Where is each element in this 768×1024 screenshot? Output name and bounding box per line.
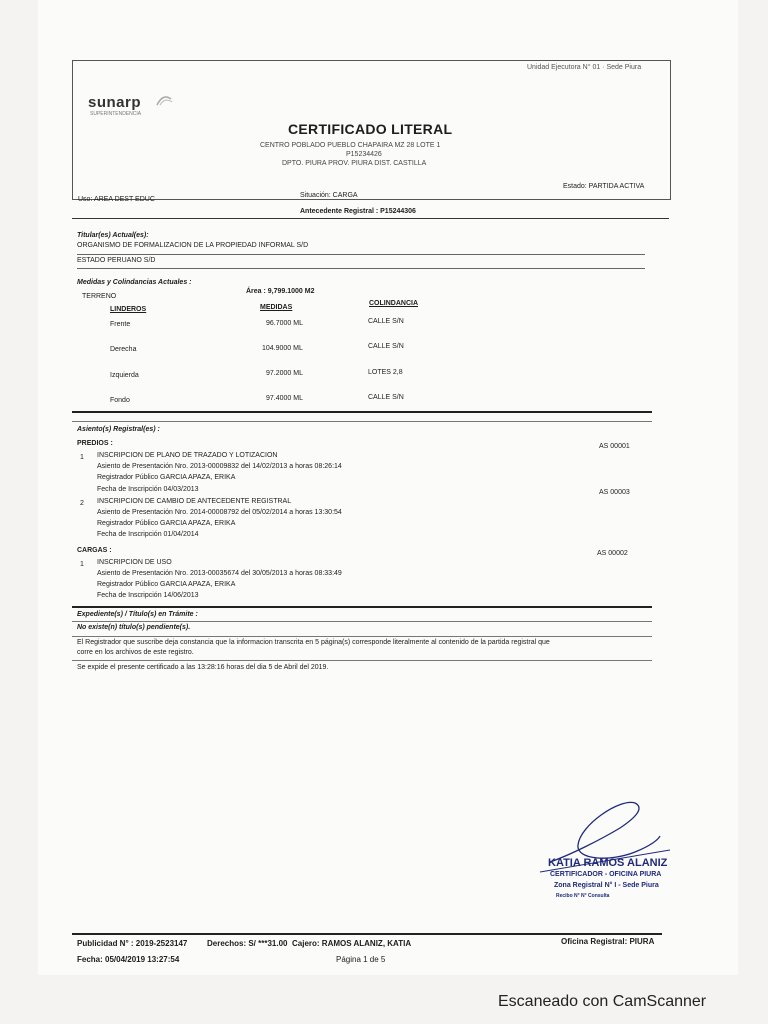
asiento-number: 1 [80, 454, 84, 461]
sunarp-logo: sunarp [88, 94, 142, 111]
divider [72, 218, 669, 219]
predios-label: PREDIOS : [77, 440, 113, 447]
asiento-title: INSCRIPCION DE PLANO DE TRAZADO Y LOTIZACION [97, 452, 278, 459]
divider [72, 621, 652, 622]
asiento-code: AS 00003 [599, 489, 630, 496]
medidas-heading: Medidas y Colindancias Actuales : [77, 279, 192, 286]
asiento-fecha: Fecha de Inscripción 01/04/2014 [97, 531, 199, 538]
titulares-heading: Titular(es) Actual(es): [77, 232, 149, 239]
asiento-number: 2 [80, 500, 84, 507]
col-colindancia: COLINDANCIA [369, 300, 418, 307]
colindancia-cell: CALLE S/N [368, 394, 404, 401]
divider [72, 411, 652, 413]
estado-label: Estado: PARTIDA ACTIVA [563, 183, 645, 190]
divider [72, 421, 652, 422]
address-line-2: P15234426 [346, 151, 382, 158]
asiento-presentacion: Asiento de Presentación Nro. 2013-00035674 del 30/05/2013 a horas 08:33:49 [97, 570, 342, 577]
oficina-registral: Oficina Registral: PIURA [561, 937, 655, 946]
divider [72, 606, 652, 608]
divider [77, 254, 645, 255]
lindero-cell: Izquierda [110, 372, 139, 379]
asiento-title: INSCRIPCION DE CAMBIO DE ANTECEDENTE REGISTRAL [97, 498, 292, 505]
stamp-extra: Recibo N° N° Consulta [556, 893, 610, 899]
asiento-code: AS 00001 [599, 443, 630, 450]
lindero-cell: Derecha [110, 346, 137, 353]
cajero-name: Cajero: RAMOS ALANIZ, KATIA [292, 939, 412, 948]
asientos-heading: Asiento(s) Registral(es) : [77, 426, 160, 433]
asiento-fecha: Fecha de Inscripción 14/06/2013 [97, 592, 199, 599]
titular-item: ESTADO PERUANO S/D [77, 257, 156, 264]
asiento-presentacion: Asiento de Presentación Nro. 2013-00009832 del 14/02/2013 a horas 08:26:14 [97, 463, 342, 470]
expediente-none: No existe(n) título(s) pendiente(s). [77, 624, 191, 631]
stamp-name: KATIA RAMOS ALANIZ [548, 857, 668, 869]
col-medidas: MEDIDAS [260, 304, 293, 311]
page-number: Página 1 de 5 [336, 955, 386, 964]
lindero-cell: Fondo [110, 397, 130, 404]
situacion-label: Situación: CARGA [300, 192, 358, 199]
asiento-code: AS 00002 [597, 550, 628, 557]
uso-label: Uso: AREA DEST EDUC [78, 196, 155, 203]
constancia-line-2: corre en los archivos de este registro. [77, 649, 194, 656]
stamp-zone: Zona Registral N° I - Sede Piura [554, 882, 659, 889]
medida-cell: 97.2000 ML [266, 370, 303, 377]
address-line-1: CENTRO POBLADO PUEBLO CHAPAIRA MZ 28 LOTE 1 [260, 142, 441, 149]
col-linderos: LINDEROS [110, 306, 147, 313]
logo-subtitle: SUPERINTENDENCIA [90, 111, 142, 117]
area-label: Área : 9,799.1000 M2 [246, 288, 315, 295]
expediente-heading: Expediente(s) / Título(s) en Trámite : [77, 611, 198, 618]
certifier-stamp [540, 855, 715, 910]
divider [72, 636, 652, 637]
colindancia-cell: CALLE S/N [368, 318, 404, 325]
expide-line: Se expide el presente certificado a las 13:28:16 horas del dia 5 de Abril del 2019. [77, 664, 329, 671]
medida-cell: 104.9000 ML [262, 345, 303, 352]
divider [77, 268, 645, 269]
divider [72, 933, 662, 935]
logo-mark-icon [155, 93, 175, 107]
document-title: CERTIFICADO LITERAL [288, 121, 453, 137]
terreno-label: TERRENO [82, 293, 117, 300]
asiento-fecha: Fecha de Inscripción 04/03/2013 [97, 486, 199, 493]
asiento-registrador: Registrador Público GARCIA APAZA, ERIKA [97, 581, 236, 588]
asiento-number: 1 [80, 561, 84, 568]
address-line-3: DPTO. PIURA PROV. PIURA DIST. CASTILLA [282, 160, 427, 167]
titular-item: ORGANISMO DE FORMALIZACION DE LA PROPIEDAD INFORMAL S/D [77, 242, 309, 249]
constancia-line-1: El Registrador que suscribe deja constancia que la informacion transcrita en 5 página(s) corresponde literalmente al contenido de la partida registral que [77, 639, 550, 646]
footer-date: Fecha: 05/04/2019 13:27:54 [77, 955, 180, 964]
asiento-title: INSCRIPCION DE USO [97, 559, 172, 566]
asiento-registrador: Registrador Público GARCIA APAZA, ERIKA [97, 474, 236, 481]
lindero-cell: Frente [110, 321, 131, 328]
stamp-role: CERTIFICADOR - OFICINA PIURA [550, 871, 662, 878]
medida-cell: 96.7000 ML [266, 320, 303, 327]
asiento-registrador: Registrador Público GARCIA APAZA, ERIKA [97, 520, 236, 527]
antecedente-label: Antecedente Registral : P15244306 [300, 208, 416, 215]
divider [72, 660, 652, 661]
medida-cell: 97.4000 ML [266, 395, 303, 402]
unit-label: Unidad Ejecutora N° 01 · Sede Piura [527, 64, 642, 71]
scanner-watermark: Escaneado con CamScanner [498, 993, 707, 1010]
cargas-label: CARGAS : [77, 547, 112, 554]
colindancia-cell: LOTES 2,8 [368, 369, 403, 376]
asiento-presentacion: Asiento de Presentación Nro. 2014-00008792 del 05/02/2014 a horas 13:30:54 [97, 509, 342, 516]
publicidad-number: Publicidad N° : 2019-2523147 [77, 939, 188, 948]
derechos-amount: Derechos: S/ ***31.00 [207, 939, 288, 948]
colindancia-cell: CALLE S/N [368, 343, 404, 350]
